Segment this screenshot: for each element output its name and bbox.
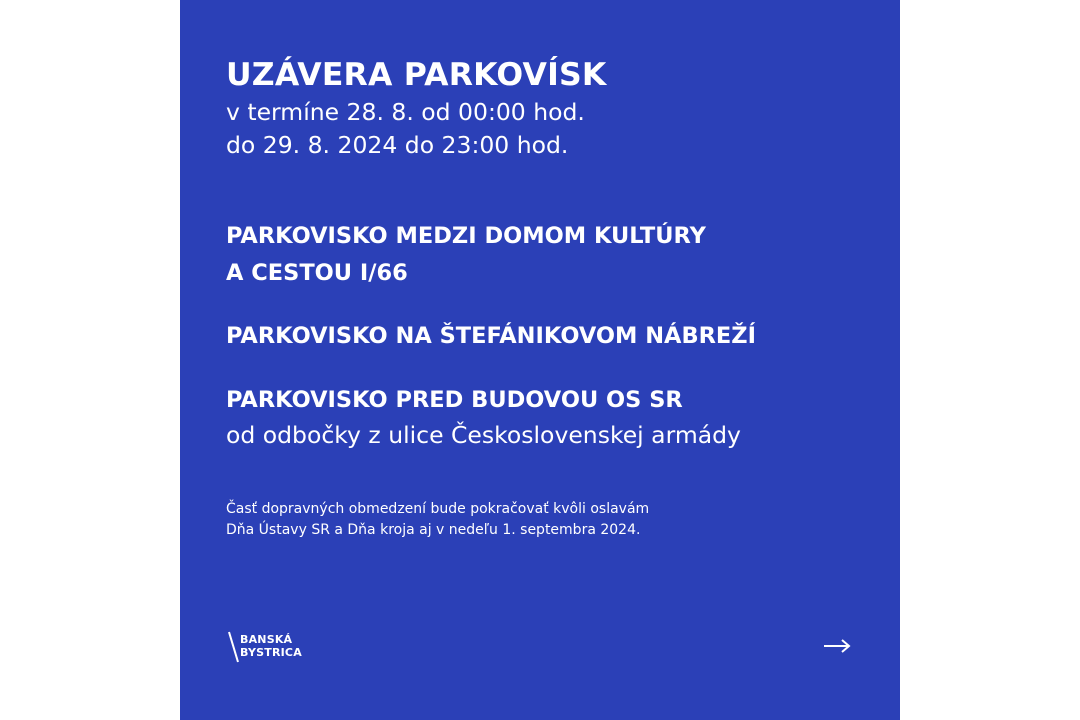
slash-mark-icon	[227, 631, 241, 663]
closure-period	[226, 96, 585, 162]
announcement-title: UZÁVERA PARKOVÍSK	[226, 57, 607, 93]
closure-period-line: do 29. 8. 2024 do 23:00 hod.	[226, 131, 569, 159]
footnote-line: Časť dopravných obmedzení bude pokračovať kvôli oslavám	[226, 501, 650, 517]
closure-item-3-detail: od odbočky z ulice Československej armády	[226, 421, 741, 449]
closure-item-2	[226, 318, 756, 355]
closure-heading-line: PARKOVISKO PRED BUDOVOU OS SR	[226, 387, 683, 413]
banska-bystrica-logo	[227, 629, 337, 665]
arrow-right-icon[interactable]	[822, 636, 852, 656]
closure-heading-line: A CESTOU I/66	[226, 260, 408, 286]
footnote	[226, 499, 649, 541]
closure-item-1	[226, 218, 706, 292]
logo-line: BYSTRICA	[240, 646, 302, 659]
closure-period-line: v termíne 28. 8. od 00:00 hod.	[226, 98, 585, 126]
logo-line: BANSKÁ	[240, 633, 293, 646]
closure-item-3	[226, 382, 683, 419]
announcement-panel	[180, 0, 900, 720]
closure-heading-line: PARKOVISKO MEDZI DOMOM KULTÚRY	[226, 223, 706, 249]
closure-heading-line: PARKOVISKO NA ŠTEFÁNIKOVOM NÁBREŽÍ	[226, 323, 756, 349]
footnote-line: Dňa Ústavy SR a Dňa kroja aj v nedeľu 1. septembra 2024.	[226, 522, 641, 538]
logo-text	[240, 633, 302, 659]
